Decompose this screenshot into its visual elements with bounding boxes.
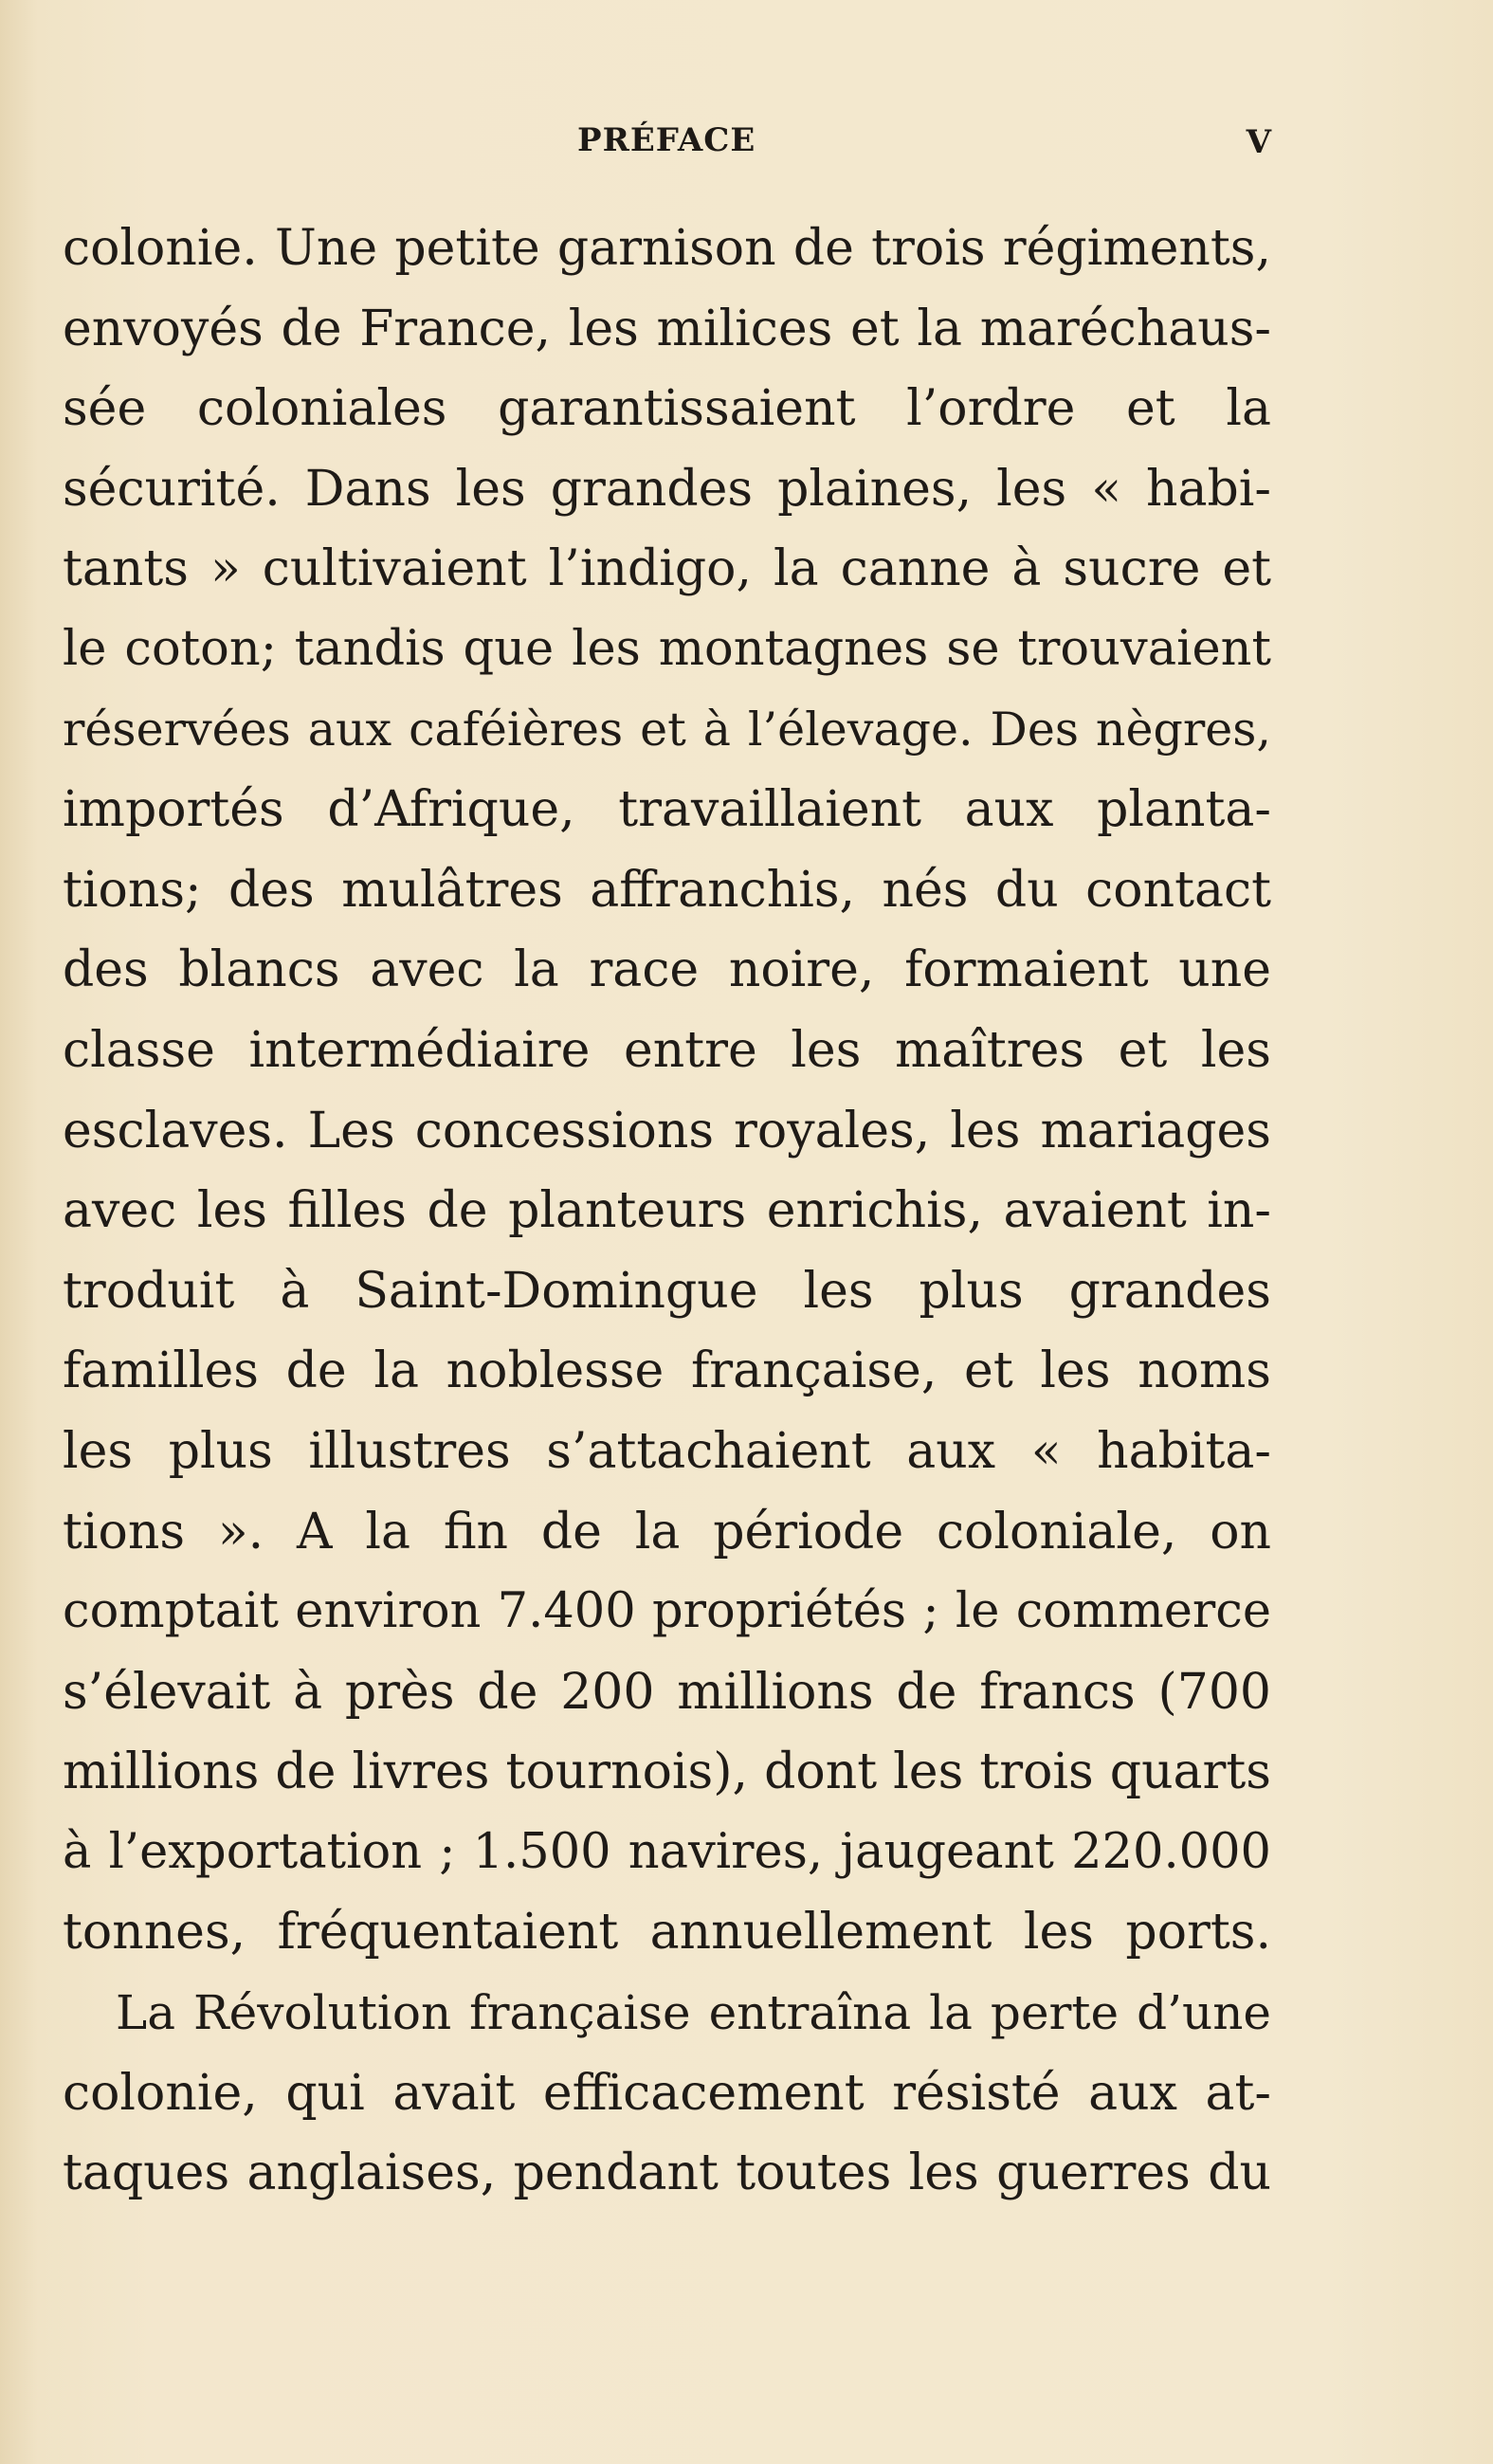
page-header: [63, 121, 1271, 169]
text-line: colonie. Une petite garnison de trois régiments,: [63, 220, 1271, 277]
text-line: à l’exportation ; 1.500 navires, jaugeant 220.000: [63, 1823, 1271, 1880]
page-number: V: [1246, 123, 1271, 161]
text-line: familles de la noblesse française, et les noms: [63, 1342, 1271, 1400]
text-line: sée coloniales garantissaient l’ordre et la: [63, 380, 1271, 438]
text-line: réservées aux caféières et à l’élevage. Des nègres,: [63, 702, 1271, 757]
text-line: s’élevait à près de 200 millions de francs (700: [63, 1663, 1271, 1721]
text-line: tonnes, fréquentaient annuellement les ports.: [63, 1904, 1271, 1962]
text-line: comptait environ 7.400 propriétés ; le commerce: [63, 1583, 1271, 1640]
text-line: troduit à Saint-Domingue les plus grandes: [63, 1262, 1271, 1320]
paragraph-first-line: La Révolution française entraîna la perte d’une: [116, 1985, 1271, 2041]
text-line: les plus illustres s’attachaient aux « habita-: [63, 1422, 1271, 1480]
text-line: le coton; tandis que les montagnes se trouvaient: [63, 620, 1271, 677]
text-line: sécurité. Dans les grandes plaines, les « habi-: [63, 460, 1271, 518]
body-text: [63, 209, 1271, 2214]
text-line: classe intermédiaire entre les maîtres et les: [63, 1021, 1271, 1079]
text-line: importés d’Afrique, travaillaient aux planta-: [63, 781, 1271, 839]
text-line: millions de livres tournois), dont les trois quarts: [63, 1743, 1271, 1801]
text-line: colonie, qui avait efficacement résisté aux at-: [63, 2064, 1271, 2122]
text-line: taques anglaises, pendant toutes les guerres du: [63, 2145, 1271, 2202]
text-line: avec les filles de planteurs enrichis, avaient in-: [63, 1182, 1271, 1240]
text-line: des blancs avec la race noire, formaient une: [63, 941, 1271, 999]
text-line: envoyés de France, les milices et la maréchaus-: [63, 300, 1271, 357]
text-line: tions; des mulâtres affranchis, nés du contact: [63, 861, 1271, 919]
text-line: esclaves. Les concessions royales, les mariages: [63, 1102, 1271, 1159]
running-head: PRÉFACE: [577, 121, 756, 159]
text-line: tants » cultivaient l’indigo, la canne à sucre et: [63, 540, 1271, 598]
text-line: tions ». A la fin de la période coloniale, on: [63, 1503, 1271, 1561]
